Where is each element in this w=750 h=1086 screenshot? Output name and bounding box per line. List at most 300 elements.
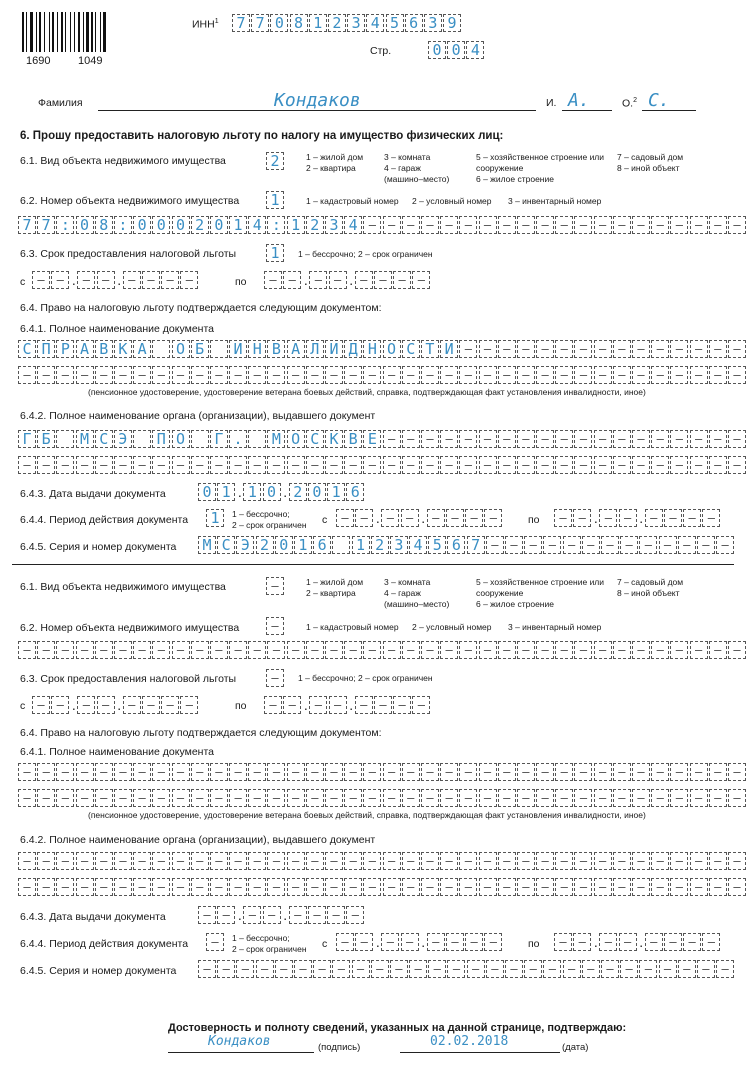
char-cell: – [486,536,504,554]
char-cell: – [114,366,132,384]
b1-issuer-row2[interactable] [18,456,747,474]
char-cell: – [142,696,160,714]
char-cell: – [440,789,458,807]
char-cell: – [344,789,362,807]
char-cell: – [363,878,381,896]
char-cell: – [467,960,485,978]
char-cell: – [459,852,477,870]
char-cell: – [421,852,439,870]
char-cell: К [325,430,343,448]
char-cell: – [77,696,95,714]
char-cell: – [728,456,746,474]
char-cell: – [172,641,190,659]
b2-issuer-row2[interactable] [18,878,747,896]
char-cell: – [355,933,373,951]
char-cell: – [309,271,327,289]
char-cell: – [651,340,669,358]
char-cell [56,430,74,448]
b1-num-legend-1: 1 – кадастровый номер [306,196,399,206]
char-cell: А [133,340,151,358]
char-cell: – [536,366,554,384]
char-cell: 0 [270,14,288,32]
b2-object-number-field[interactable] [18,641,747,659]
char-cell: – [728,789,746,807]
b2-to-date-field[interactable] [264,696,432,714]
char-cell: – [555,763,573,781]
confirmation-text: Достоверность и полноту сведений, указанных на данной странице, подтверждаю: [168,1022,627,1034]
char-cell: – [56,641,74,659]
char-cell: – [498,852,516,870]
b2-term-label: 6.3. Срок предоставления налоговой льготы [20,673,237,685]
char-cell: – [133,641,151,659]
char-cell: – [306,789,324,807]
signature-field[interactable] [168,1034,314,1053]
b2-obj-type-field[interactable] [266,577,285,595]
char-cell: – [114,641,132,659]
char-cell: – [670,366,688,384]
surname-field[interactable] [98,90,536,111]
section-title: 6. Прошу предоставить налоговую льготу по налогу на имущество физических лиц: [20,130,504,142]
char-cell: – [498,366,516,384]
char-cell: Э [236,536,254,554]
char-cell: – [632,789,650,807]
char-cell: – [599,509,617,527]
signature-label: (подпись) [318,1042,361,1053]
char-cell: – [210,789,228,807]
char-cell: – [355,509,373,527]
char-cell: – [555,340,573,358]
char-cell: – [37,366,55,384]
char-cell: – [152,878,170,896]
barcode-bar [30,12,33,52]
char-cell: – [440,216,458,234]
date-separator: . [421,934,426,950]
inn-field[interactable] [232,14,462,32]
char-cell: – [95,641,113,659]
char-cell: – [594,340,612,358]
char-cell: – [294,960,312,978]
char-cell: 3 [325,216,343,234]
char-cell: – [248,763,266,781]
char-cell: – [402,430,420,448]
char-cell: – [191,366,209,384]
char-cell: 2 [191,216,209,234]
char-cell: С [95,430,113,448]
char-cell: – [421,430,439,448]
b1-series-field[interactable] [198,536,735,554]
char-cell: Б [37,430,55,448]
char-cell: – [229,456,247,474]
char-cell: – [613,852,631,870]
char-cell: 0 [428,41,446,59]
char-cell: – [402,763,420,781]
char-cell: – [152,763,170,781]
char-cell: – [517,456,535,474]
b1-period-from-field[interactable] [336,509,504,527]
char-cell: – [152,789,170,807]
char-cell: – [670,216,688,234]
char-cell: – [709,852,727,870]
char-cell: О [172,340,190,358]
date-field[interactable] [400,1034,560,1053]
b1-period-to-label: по [528,514,540,526]
b2-to-label: по [235,700,247,712]
char-cell: – [172,852,190,870]
char-cell: – [95,878,113,896]
char-cell: 3 [347,14,365,32]
char-cell: – [459,456,477,474]
b2-period-to-field[interactable] [554,933,722,951]
barcode-bar [26,12,27,52]
char-cell: : [56,216,74,234]
char-cell: В [95,340,113,358]
char-cell: – [555,456,573,474]
b2-num-legend-2: 2 – условный номер [412,622,492,632]
char-cell: – [133,366,151,384]
char-cell: – [709,456,727,474]
char-cell: – [287,878,305,896]
char-cell: – [412,271,430,289]
char-cell: – [56,456,74,474]
b1-obj-type-field[interactable] [266,152,285,170]
char-cell: – [18,641,36,659]
char-cell: 1 [217,483,235,501]
char-cell: – [479,456,497,474]
char-cell: А [76,340,94,358]
patronymic-field[interactable] [642,90,696,111]
char-cell: – [248,789,266,807]
char-cell: – [517,430,535,448]
b2-issuer-row1[interactable] [18,852,747,870]
char-cell: – [198,960,216,978]
b1-doc-name-label: 6.4.1. Полное наименование документа [20,323,214,335]
char-cell: – [114,852,132,870]
char-cell: – [517,789,535,807]
char-cell: И [325,340,343,358]
char-cell: – [210,641,228,659]
char-cell: – [76,456,94,474]
char-cell: – [133,878,151,896]
barcode-bar [103,12,106,52]
char-cell: – [327,906,345,924]
char-cell: – [383,789,401,807]
char-cell: – [421,789,439,807]
char-cell: – [536,641,554,659]
char-cell: 8 [95,216,113,234]
char-cell: 4 [344,216,362,234]
b2-doc-header: 6.4. Право на налоговую льготу подтверждается следующим документом: [20,727,382,739]
b1-doc-name-note: (пенсионное удостоверение, удостоверение ветерана боевых действий, справка, подтверждающая факт установления инвалидности, иное) [88,387,646,397]
char-cell: – [371,960,389,978]
char-cell: – [498,340,516,358]
b2-from-date-field[interactable] [32,696,200,714]
b1-object-number-field[interactable] [18,216,747,234]
char-cell: – [498,641,516,659]
char-cell: К [114,340,132,358]
char-cell: – [217,906,235,924]
char-cell: – [306,852,324,870]
char-cell: – [76,641,94,659]
char-cell: – [383,878,401,896]
char-cell: – [56,852,74,870]
barcode-left-number: 1690 [26,55,51,67]
b2-obj-type-label: 6.1. Вид объекта недвижимого имущества [20,581,226,593]
char-cell: – [412,696,430,714]
char-cell: С [18,340,36,358]
char-cell: Р [56,340,74,358]
char-cell: – [573,933,591,951]
char-cell: – [332,960,350,978]
char-cell: – [243,906,261,924]
char-cell: 2 [266,152,284,170]
block-divider [12,564,734,565]
b1-term-label: 6.3. Срок предоставления налоговой льготы [20,248,237,260]
char-cell: – [465,509,483,527]
char-cell: – [325,852,343,870]
char-cell: – [152,641,170,659]
barcode-bar [57,12,58,52]
barcode-bar [74,12,75,52]
char-cell: – [114,763,132,781]
char-cell: – [287,852,305,870]
char-cell: – [479,789,497,807]
char-cell: – [352,960,370,978]
b1-issue-date-field[interactable] [198,483,366,501]
char-cell: : [114,216,132,234]
b1-term-field[interactable] [266,244,285,262]
b1-to-date-field[interactable] [264,271,432,289]
char-cell: В [344,430,362,448]
b1-series-label: 6.4.5. Серия и номер документа [20,541,177,553]
char-cell: – [659,536,677,554]
char-cell: О [287,430,305,448]
char-cell: – [308,906,326,924]
b2-issue-date-label: 6.4.3. Дата выдачи документа [20,911,166,923]
char-cell: – [498,763,516,781]
char-cell: – [346,906,364,924]
char-cell: – [402,789,420,807]
char-cell: – [191,878,209,896]
char-cell: 1 [206,509,224,527]
char-cell: – [95,852,113,870]
char-cell: – [594,430,612,448]
char-cell: – [18,366,36,384]
b2-period-label: 6.4.4. Период действия документа [20,938,189,950]
b2-num-type-field[interactable] [266,617,285,635]
char-cell: – [383,216,401,234]
char-cell: – [709,216,727,234]
char-cell: – [401,509,419,527]
b2-term-legend: 1 – бессрочно; 2 – срок ограничен [298,673,433,683]
char-cell: – [645,933,663,951]
b2-term-field[interactable] [266,669,285,687]
char-cell: – [651,456,669,474]
char-cell: 0 [210,216,228,234]
b1-period-field[interactable] [206,509,225,527]
char-cell: – [18,789,36,807]
char-cell: 8 [290,14,308,32]
char-cell: – [613,456,631,474]
char-cell: 1 [309,14,327,32]
char-cell: – [664,933,682,951]
b1-from-date-field[interactable] [32,271,200,289]
char-cell: – [690,852,708,870]
b1-issuer-row1[interactable] [18,430,747,448]
char-cell: 9 [443,14,461,32]
char-cell: – [683,509,701,527]
char-cell: – [651,430,669,448]
char-cell: – [619,933,637,951]
char-cell: – [409,960,427,978]
b1-legend-col3: 5 – хозяйственное строение или сооружение 6 – жилое строение [476,152,605,184]
char-cell [133,430,151,448]
char-cell: Э [114,430,132,448]
char-cell: – [594,641,612,659]
char-cell: – [632,340,650,358]
char-cell: – [306,763,324,781]
char-cell: – [306,641,324,659]
char-cell: – [325,763,343,781]
char-cell: Е [363,430,381,448]
char-cell: – [152,366,170,384]
char-cell: – [574,789,592,807]
char-cell: – [613,878,631,896]
char-cell: – [555,216,573,234]
char-cell: – [659,960,677,978]
page-number-field[interactable] [428,41,486,59]
char-cell: – [670,852,688,870]
date-separator: . [71,697,76,713]
b1-num-type-field[interactable] [266,191,285,209]
char-cell: – [287,641,305,659]
char-cell: М [76,430,94,448]
char-cell: 0 [275,536,293,554]
char-cell: – [582,960,600,978]
char-cell: – [683,933,701,951]
date-separator: . [375,934,380,950]
b1-doc-name-row2[interactable] [18,366,747,384]
char-cell: – [383,430,401,448]
char-cell: – [283,696,301,714]
char-cell: – [664,509,682,527]
char-cell: – [37,641,55,659]
char-cell: 2 [256,536,274,554]
char-cell: – [690,340,708,358]
date-separator: . [349,697,354,713]
b1-period-to-field[interactable] [554,509,722,527]
b1-num-legend-3: 3 – инвентарный номер [508,196,602,206]
b2-series-field[interactable] [198,960,735,978]
char-cell: . [229,430,247,448]
char-cell: – [393,696,411,714]
date-separator: . [375,510,380,526]
b2-issue-date-field[interactable] [198,906,366,924]
char-cell: 0 [447,41,465,59]
char-cell: – [632,763,650,781]
char-cell: – [76,763,94,781]
char-cell: – [18,456,36,474]
char-cell: 6 [313,536,331,554]
char-cell: И [440,340,458,358]
char-cell: Л [306,340,324,358]
char-cell: – [670,430,688,448]
char-cell: – [690,366,708,384]
char-cell: – [325,366,343,384]
b1-to-label: по [235,276,247,288]
char-cell: – [639,536,657,554]
char-cell: – [574,763,592,781]
char-cell: – [709,763,727,781]
b2-doc-name-row1[interactable] [18,763,747,781]
b1-doc-name-row1[interactable] [18,340,747,358]
char-cell: – [574,340,592,358]
barcode-bar [61,12,63,52]
char-cell: 4 [366,14,384,32]
char-cell: – [56,763,74,781]
patronymic-value: С. [648,90,670,111]
char-cell: 0 [152,216,170,234]
char-cell: – [728,878,746,896]
char-cell: 2 [328,14,346,32]
char-cell: – [264,271,282,289]
char-cell: 1 [327,483,345,501]
char-cell: – [229,366,247,384]
char-cell: – [670,456,688,474]
date-label: (дата) [562,1042,589,1053]
date-separator: . [593,510,598,526]
char-cell: – [383,456,401,474]
char-cell: – [459,641,477,659]
char-cell: – [536,430,554,448]
b2-period-field[interactable] [206,933,225,951]
char-cell: – [517,763,535,781]
barcode-bar [70,12,71,52]
char-cell: – [690,456,708,474]
date-separator: . [283,907,288,923]
char-cell: – [325,789,343,807]
barcode-bar [95,12,96,52]
char-cell: – [236,960,254,978]
char-cell: – [210,878,228,896]
name-field[interactable] [562,90,612,111]
char-cell: – [95,789,113,807]
char-cell: – [479,340,497,358]
date-separator: . [71,272,76,288]
char-cell: – [709,641,727,659]
b1-legend-col4: 7 – садовый дом 8 – иной объект [617,152,684,173]
barcode-bar [78,12,80,52]
char-cell: – [651,852,669,870]
char-cell: 2 [371,536,389,554]
char-cell: – [402,878,420,896]
char-cell: – [517,878,535,896]
char-cell: 1 [229,216,247,234]
char-cell: – [381,933,399,951]
char-cell: В [267,340,285,358]
char-cell: – [440,430,458,448]
char-cell: – [363,216,381,234]
b2-doc-name-row2[interactable] [18,789,747,807]
char-cell: – [76,366,94,384]
char-cell: 7 [467,536,485,554]
b1-num-legend-2: 2 – условный номер [412,196,492,206]
char-cell: – [142,271,160,289]
char-cell: – [428,960,446,978]
b2-period-from-field[interactable] [336,933,504,951]
char-cell: – [690,430,708,448]
char-cell: – [95,366,113,384]
char-cell: – [363,456,381,474]
